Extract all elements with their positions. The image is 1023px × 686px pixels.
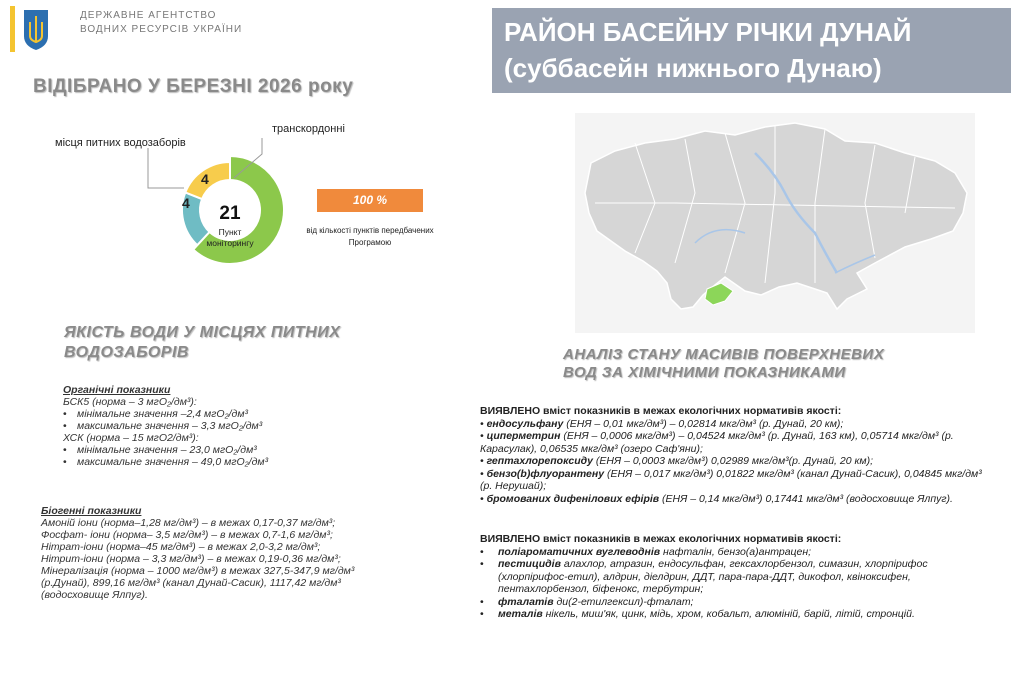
within2-item-3	[480, 596, 985, 609]
within-item-4-text: (ЕНЯ – 0,017 мкг/дм³) 0,01822 мкг/дм³ (канал Дунай-Сасик), 0,04845 мкг/дм³ (р. Нерушай);	[480, 467, 982, 492]
biogenic-line-2: Фосфат- іони (норма– 3,5 мг/дм³) – в межах 0,7-1,6 мг/дм³;	[41, 529, 333, 541]
bsk-line: БСК5 (норма – 3 мгО₂/дм³):	[63, 396, 197, 408]
within-item-2-text: (ЕНЯ – 0,0006 мкг/дм³) – 0,04524 мкг/дм³ (р. Дунай, 163 км), 0,05714 мкг/дм³ (р. Карасулак), 0,06535 мкг/дм³ (озеро Саф'яни);	[480, 430, 954, 455]
coat-of-arms-logo	[10, 6, 54, 52]
donut-center-label: Пункт моніторингу	[206, 227, 254, 248]
within-item-1-name: ендосульфану	[486, 417, 564, 430]
biogenic-head: Біогенні показники	[41, 505, 142, 517]
within2-item-1-text: нафталін, бензо(а)антрацен;	[660, 545, 812, 558]
page-title: РАЙОН БАСЕЙНУ РІЧКИ ДУНАЙ	[504, 17, 912, 47]
organic-head: Органічні показники	[63, 384, 171, 396]
within-item-1: • ендосульфану (ЕНЯ – 0,01 мкг/дм³) – 0,02814 мкг/дм³ (р. Дунай, 20 км);	[480, 417, 844, 430]
hsk-min: • мінімальне значення – 23,0 мгО₂/дм³	[63, 444, 443, 456]
within2-item-4	[480, 608, 985, 621]
analysis-title	[563, 346, 884, 382]
hsk-max: • максимальне значення – 49,0 мгО₂/дм³	[63, 456, 443, 468]
segment-label-transboundary: 4	[201, 171, 209, 187]
percent-note: від кількості пунктів передбачених Програмою	[306, 226, 434, 247]
within2-item-2-text: алахлор, атразин, ендосульфан, гексахлорбензол, симазин, хлорпірифос (хлорпірифос-етил), алдрин, діелдрин, ДДТ, пара-пара-ДДТ, дикофол, квіноксифен, пентахлорбензол, біфенокс, тербутрин;	[498, 558, 928, 595]
page-title-box	[492, 8, 1011, 93]
within-item-3-name: гептахлорепоксиду	[486, 455, 593, 467]
hsk-line: ХСК (норма – 15 мгО2/дм³):	[63, 432, 199, 444]
percent-badge: 100 %	[317, 189, 423, 212]
biogenic-line-5: Мінералізація (норма – 1000 мг/дм³) в межах 327,5-347,9 мг/дм³	[41, 565, 355, 577]
agency-line-1: ДЕРЖАВНЕ АГЕНТСТВО	[80, 10, 217, 21]
within2-item-2-name: пестицидів	[498, 558, 561, 570]
donut-total: 21	[219, 203, 241, 224]
within2-item-1	[480, 546, 985, 559]
drinking-quality-title-line-2: ВОДОЗАБОРІВ	[64, 344, 189, 361]
within-item-5: • бромованих дифенілових ефірів (ЕНЯ – 0,14 мкг/дм³) 0,17441 мкг/дм³ (водосховище Ялпуг).	[480, 492, 953, 505]
drinking-quality-title	[64, 323, 340, 363]
within-head: ВИЯВЛЕНО вміст показників в межах екологічних нормативів якості:	[480, 405, 842, 417]
label-transboundary: транскордонні	[272, 123, 345, 135]
within2-item-4-text: нікель, миш'як, цинк, мідь, хром, кобальт, алюміній, барій, літій, стронцій.	[542, 608, 915, 620]
ukraine-map	[575, 113, 975, 333]
within-item-2-name: циперметрин	[486, 430, 561, 442]
within-item-5-name: бромованих дифенілових ефірів	[486, 492, 660, 505]
analysis-within2-block	[480, 533, 985, 621]
within2-item-4-name: металів	[498, 608, 543, 620]
label-drinking-water-intakes: місця питних водозаборів	[55, 137, 186, 149]
drinking-quality-title-line-1: ЯКІСТЬ ВОДИ У МІСЦЯХ ПИТНИХ	[64, 324, 341, 341]
selection-title: ВІДІБРАНО У БЕРЕЗНІ 2026 року	[33, 76, 354, 97]
biogenic-line-6: (р.Дунай), 899,16 мг/дм³ (канал Дунай-Сасик), 1117,42 мг/дм³	[41, 577, 341, 589]
within-item-2: • циперметрин (ЕНЯ – 0,0006 мкг/дм³) – 0,04524 мкг/дм³ (р. Дунай, 163 км), 0,05714 мкг/дм³ (р. Карасулак), 0,06535 мкг/дм³ (озеро Саф'яни);	[480, 430, 954, 455]
within-item-1-text: (ЕНЯ – 0,01 мкг/дм³) – 0,02814 мкг/дм³ (р. Дунай, 20 км);	[563, 417, 844, 430]
page-subtitle: (суббасейн нижнього Дунаю)	[504, 53, 882, 83]
biogenic-line-1: Амоній іони (норма–1,28 мг/дм³) – в межах 0,17-0,37 мг/дм³;	[41, 517, 336, 529]
analysis-title-line-2: ВОД ЗА ХІМІЧНИМИ ПОКАЗНИКАМИ	[563, 364, 846, 381]
within2-item-2	[480, 558, 985, 596]
organic-indicators	[63, 384, 443, 468]
within2-item-3-text: ди(2-етилгексил)-фталат;	[553, 595, 694, 608]
bsk-min: • мінімальне значення –2,4 мгО₂/дм³	[63, 408, 443, 420]
biogenic-line-4: Нітрит-іони (норма – 3,3 мг/дм³) – в межах 0,19-0,36 мг/дм³;	[41, 553, 341, 565]
bsk-max: • максимальне значення – 3,3 мгО₂/дм³	[63, 420, 443, 432]
within-item-3-text: (ЕНЯ – 0,0003 мкг/дм³) 0,02989 мкг/дм³(р. Дунай, 20 км);	[593, 455, 874, 467]
within2-head: ВИЯВЛЕНО вміст показників в межах екологічних нормативів якості:	[480, 533, 842, 545]
within-item-4-name: бензо(b)флуорантену	[486, 467, 605, 480]
biogenic-line-3: Нітрат-іони (норма–45 мг/дм³) – в межах 2,0-3,2 мг/дм³;	[41, 541, 321, 553]
within-item-4: • бензо(b)флуорантену (ЕНЯ – 0,017 мкг/дм³) 0,01822 мкг/дм³ (канал Дунай-Сасик), 0,04845 мкг/дм³ (р. Нерушай);	[480, 467, 982, 492]
within-item-3: • гептахлорепоксиду (ЕНЯ – 0,0003 мкг/дм³) 0,02989 мкг/дм³(р. Дунай, 20 км);	[480, 455, 874, 467]
within2-item-3-name: фталатів	[498, 595, 554, 608]
biogenic-indicators	[41, 505, 441, 601]
analysis-within-block	[480, 405, 985, 505]
within2-item-1-name: поліароматичних вуглеводнів	[498, 545, 661, 558]
analysis-title-line-1: АНАЛІЗ СТАНУ МАСИВІВ ПОВЕРХНЕВИХ	[563, 346, 885, 363]
segment-label-drinking: 4	[182, 195, 190, 211]
within-item-5-text: (ЕНЯ – 0,14 мкг/дм³) 0,17441 мкг/дм³ (водосховище Ялпуг).	[659, 492, 953, 505]
agency-line-2: ВОДНИХ РЕСУРСІВ УКРАЇНИ	[80, 24, 243, 35]
agency-name	[80, 9, 242, 37]
biogenic-line-7: (водосховище Ялпуг).	[41, 589, 148, 601]
